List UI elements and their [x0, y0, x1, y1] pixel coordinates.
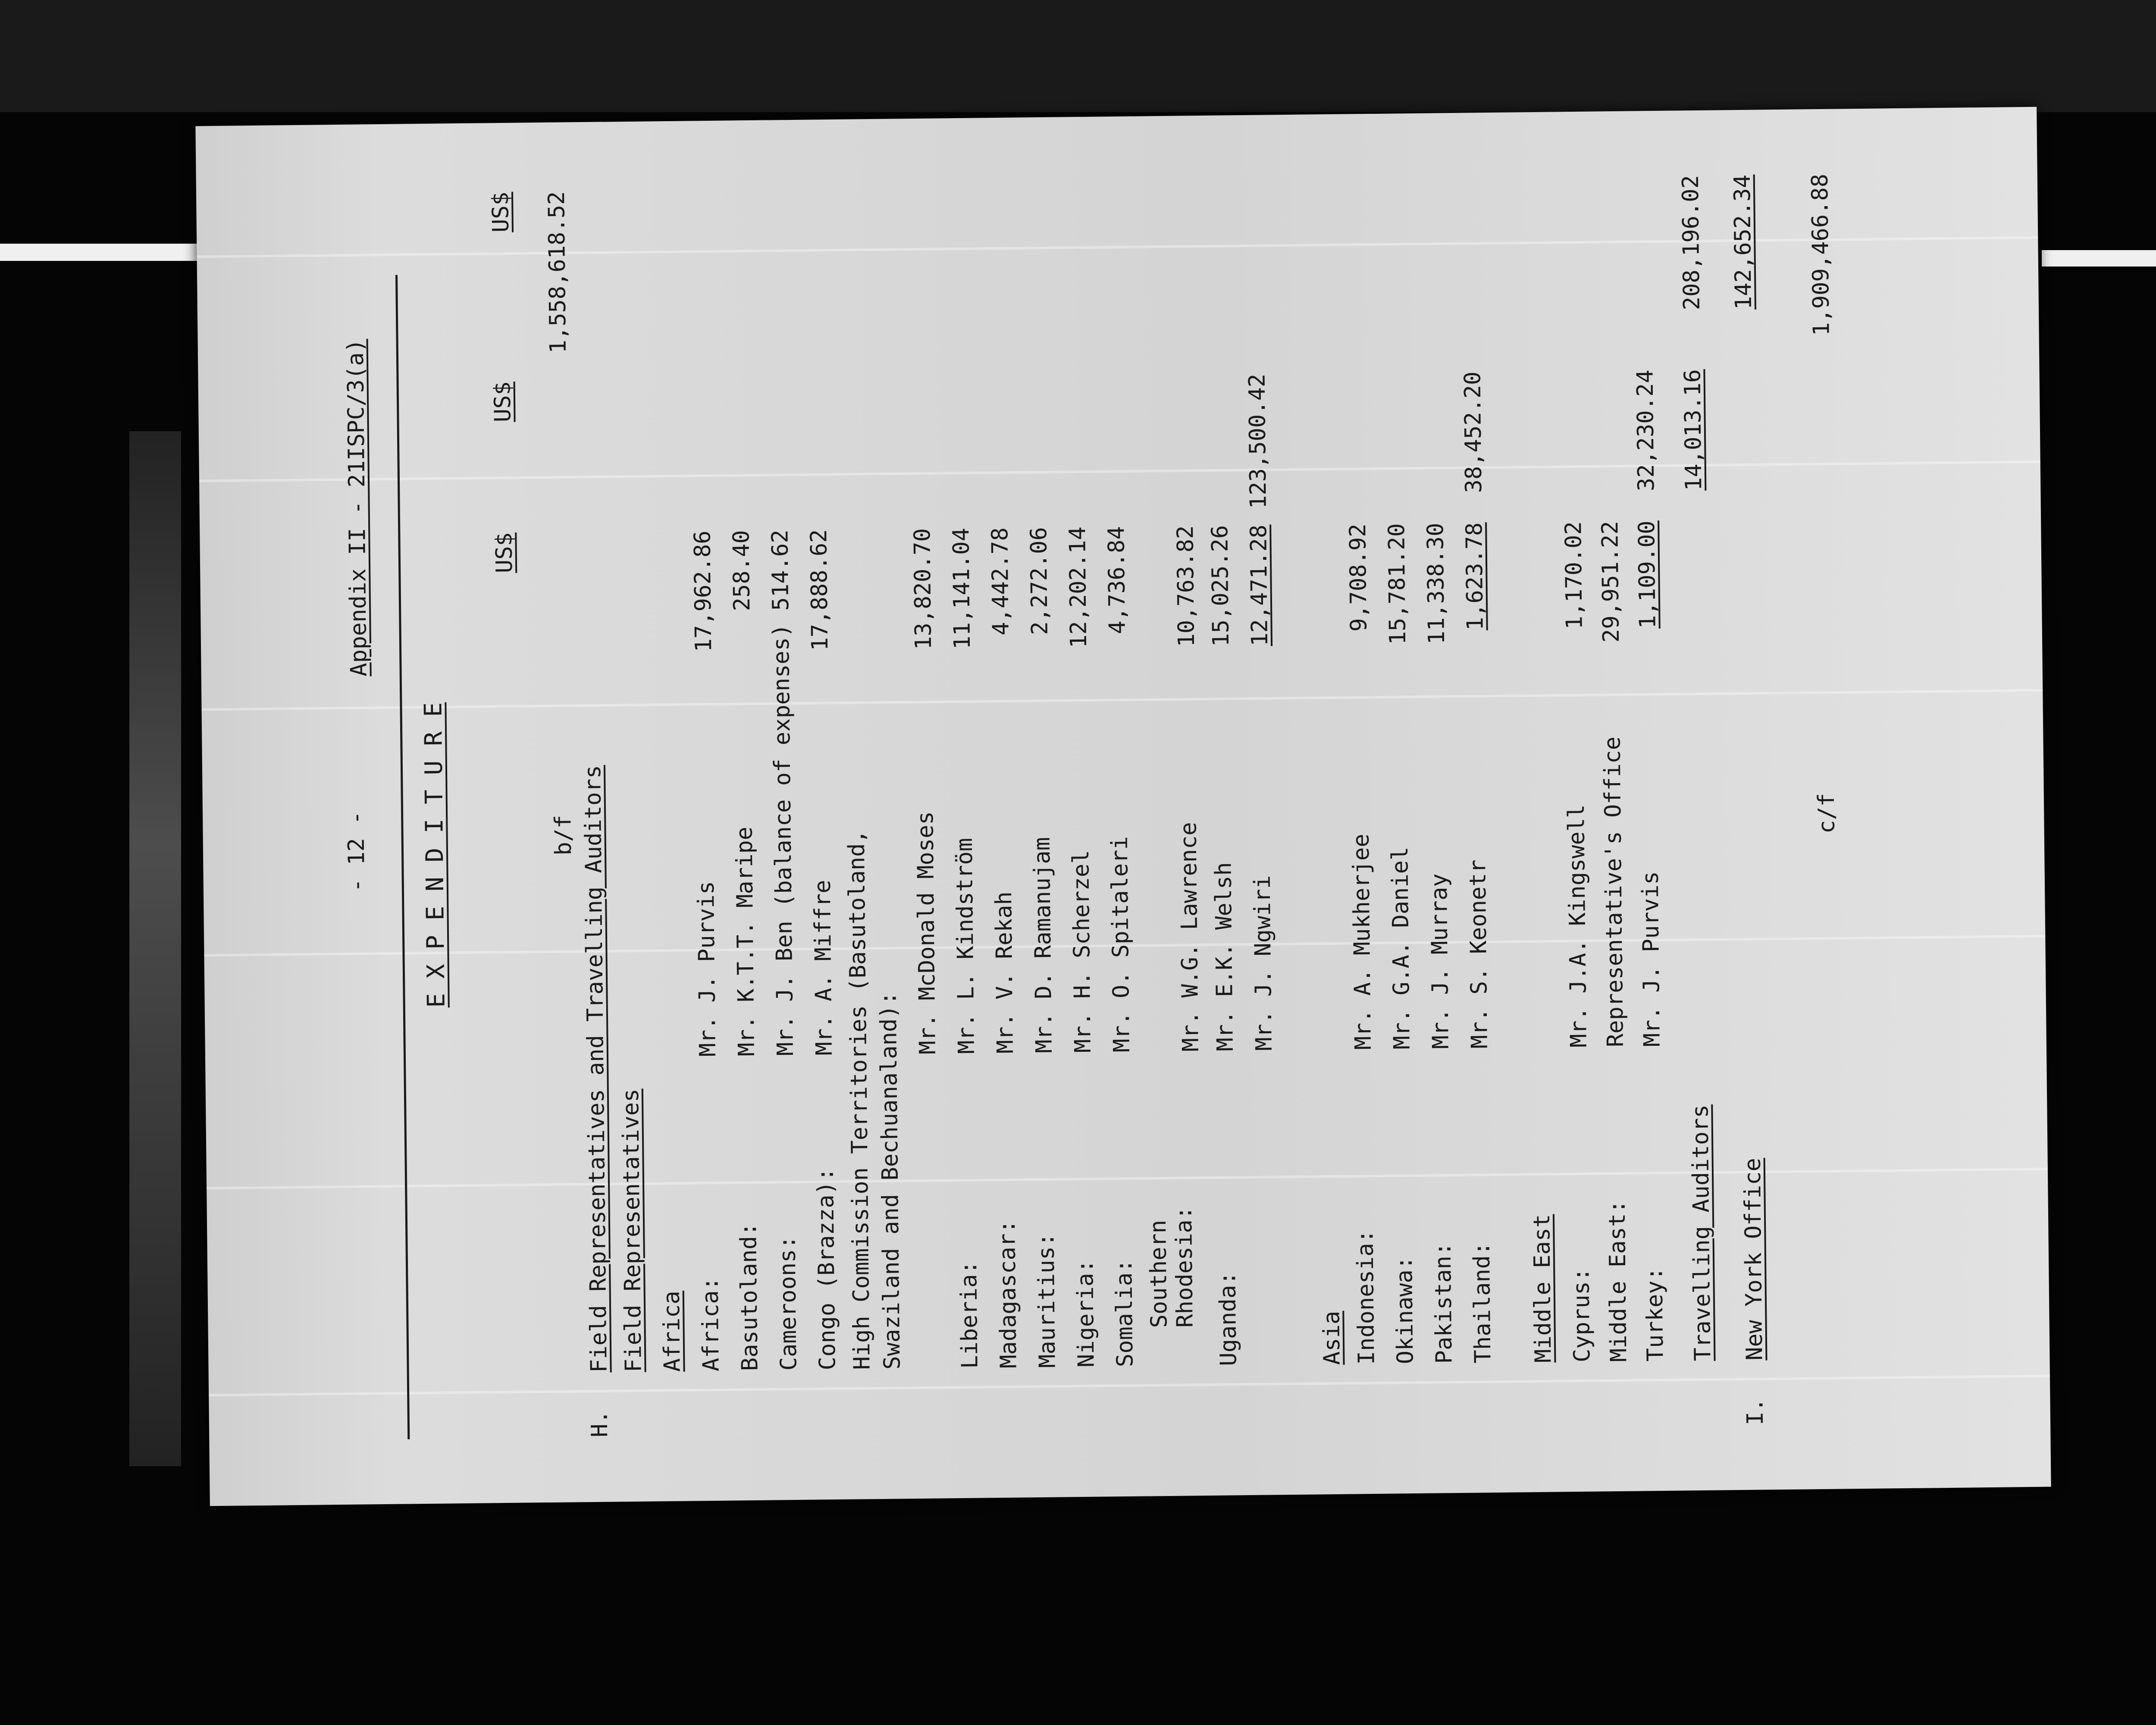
travelling-auditors-amount: 14,013.16 — [1680, 369, 1707, 491]
column-header-1: US$ — [491, 532, 518, 574]
representative-name: Mr. H. Scherzel — [1068, 850, 1096, 1053]
amount: 11,338.30 — [1423, 523, 1450, 645]
amount: 15,781.20 — [1384, 523, 1411, 645]
country-label: Uganda: — [1215, 1271, 1242, 1366]
section-h-total: 208,196.02 — [1677, 175, 1705, 310]
country-label: Rhodesia: — [1171, 1206, 1198, 1328]
representative-name: Mr. V. Rekah — [991, 891, 1018, 1054]
amount: 17,888.62 — [806, 529, 834, 651]
country-label: Thailand: — [1469, 1242, 1496, 1364]
country-label: Congo (Brazza): — [812, 1167, 841, 1371]
amount: 17,962.86 — [689, 530, 717, 652]
representative-name: Mr. J. Ngwiri — [1249, 875, 1277, 1051]
representative-name: Mr. J. Purvis — [1637, 871, 1665, 1047]
appendix-reference: Appendix II - 21ISPC/3(a) — [342, 339, 372, 677]
film-bar-right — [2042, 250, 2156, 267]
representative-name: Mr. McDonald Moses — [912, 811, 941, 1055]
country-label: Cameroons: — [774, 1235, 802, 1371]
representative-name: Mr. O. Spitaleri — [1106, 836, 1135, 1053]
section-i-letter: I. — [1742, 1398, 1769, 1426]
hct-line-2: Swaziland and Bechuanaland): — [875, 991, 906, 1370]
amount: 11,141.04 — [948, 527, 976, 649]
middle-east-total: 32,230.24 — [1632, 369, 1660, 492]
middle-east-heading: Middle East — [1529, 1214, 1557, 1363]
representative-name: Representative's Office — [1599, 736, 1629, 1048]
asia-total: 38,452.20 — [1460, 371, 1487, 493]
representative-name: Mr. A. Miffre — [809, 879, 838, 1056]
amount: 4,442.78 — [987, 527, 1014, 636]
representative-name: Mr. J.A. Kingswell — [1564, 804, 1592, 1048]
film-edge-top — [0, 0, 2156, 112]
amount: 2,272.06 — [1026, 527, 1053, 635]
amount: 1,623.78 — [1461, 522, 1489, 631]
country-label: Okinawa: — [1391, 1256, 1419, 1364]
representative-name: Mr. W.G. Lawrence — [1175, 822, 1204, 1052]
representative-name: Mr. J. Ben (balance of expenses) — [768, 624, 799, 1056]
country-label: Basutoland: — [736, 1222, 763, 1371]
country-label: Mauritius: — [1033, 1233, 1061, 1368]
brought-forward-amount: 1,558,618.52 — [543, 191, 571, 354]
column-header-2: US$ — [489, 381, 516, 423]
africa-total: 123,500.42 — [1244, 373, 1272, 509]
amount: 12,202.14 — [1065, 526, 1092, 649]
country-label: Turkey: — [1642, 1267, 1669, 1362]
page-number: - 12 - — [343, 811, 370, 892]
carried-forward-amount: 1,909,466.88 — [1807, 173, 1835, 336]
country-label: Somalia: — [1111, 1259, 1138, 1367]
country-label: Cyprus: — [1568, 1267, 1595, 1363]
representative-name: Mr. L. Kindström — [951, 837, 980, 1054]
amount: 9,708.92 — [1345, 523, 1372, 632]
country-label: Middle East: — [1604, 1200, 1632, 1362]
country-label: Indonesia: — [1352, 1229, 1380, 1365]
representative-name: Mr. J. Purvis — [693, 881, 721, 1057]
brought-forward-label: b/f — [550, 815, 577, 856]
representative-name: Mr. K.T.T. Maripe — [731, 826, 760, 1057]
section-i-amount: 142,652.34 — [1729, 174, 1757, 310]
amount: 15,025.26 — [1207, 525, 1235, 647]
amount: 13,820.70 — [909, 528, 937, 650]
amount: 4,736.84 — [1103, 526, 1131, 634]
amount: 1,170.02 — [1561, 521, 1588, 630]
africa-heading: Africa — [658, 1290, 686, 1372]
amount: 514.62 — [767, 529, 794, 611]
amount: 12,471.28 — [1246, 524, 1273, 646]
country-label: Pakistan: — [1430, 1242, 1457, 1364]
representative-name: Mr. J. Murray — [1426, 873, 1454, 1049]
country-label: Africa: — [697, 1276, 724, 1372]
country-label: Madagascar: — [994, 1220, 1022, 1369]
section-h-letter: H. — [586, 1410, 613, 1438]
country-label: Nigeria: — [1072, 1259, 1100, 1368]
header-rule — [395, 275, 410, 1440]
rotated-page — [195, 107, 2051, 1506]
representative-name: Mr. G.A. Daniel — [1387, 847, 1415, 1050]
country-label: Liberia: — [956, 1261, 983, 1369]
film-streak-left — [129, 431, 181, 1466]
representative-name: Mr. E.K. Welsh — [1210, 862, 1238, 1051]
page-title: E X P E N D I T U R E — [419, 702, 451, 1008]
asia-heading: Asia — [1319, 1311, 1345, 1365]
carried-forward-label: c/f — [1813, 793, 1840, 834]
travelling-auditors-heading: Travelling Auditors — [1687, 1104, 1716, 1361]
amount: 1,109.00 — [1634, 520, 1661, 629]
country-label: Southern — [1145, 1220, 1172, 1328]
amount: 258.40 — [728, 530, 755, 612]
section-i-title: New York Office — [1739, 1157, 1768, 1361]
representative-name: Mr. A. Mukherjee — [1348, 834, 1376, 1050]
hct-line-1: High Commission Territories (Basutoland, — [843, 829, 875, 1370]
amount: 10,763.82 — [1172, 525, 1200, 647]
section-h-title: Field Representatives and Travelling Auditors — [580, 765, 612, 1373]
field-representatives-heading: Field Representatives — [617, 1088, 647, 1373]
representative-name: Mr. D. Ramanujam — [1029, 837, 1057, 1054]
document-sheet — [195, 107, 2051, 1506]
column-header-3: US$ — [488, 191, 514, 233]
representative-name: Mr. S. Keonetr — [1465, 859, 1493, 1049]
amount: 29,951.22 — [1597, 521, 1625, 643]
